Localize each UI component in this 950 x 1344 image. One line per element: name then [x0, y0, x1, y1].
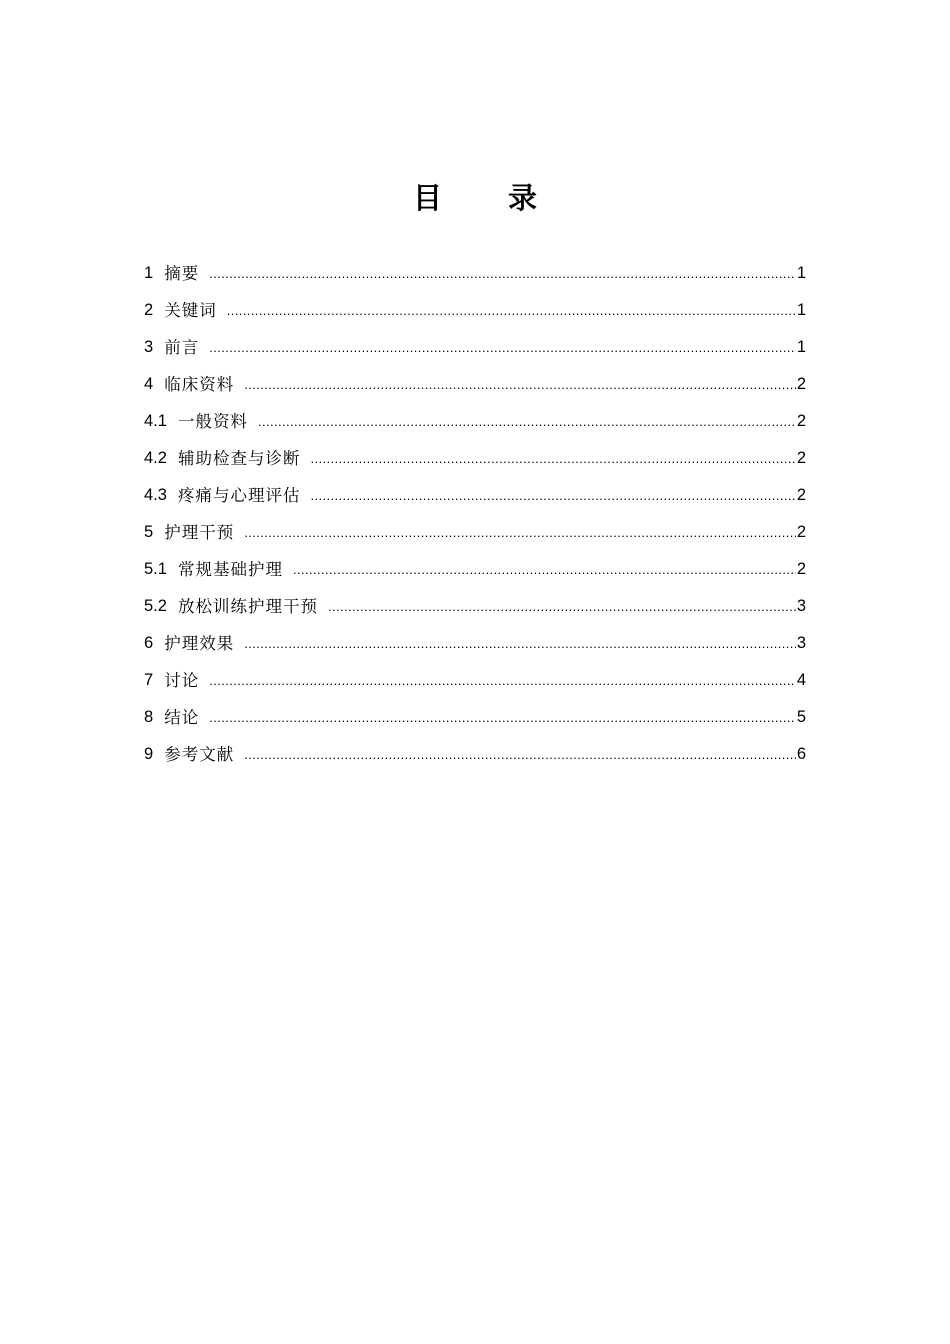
toc-entry-title: 护理干预 — [164, 523, 235, 542]
toc-entry[interactable] — [144, 255, 806, 292]
toc-entry-title: 结论 — [164, 708, 200, 727]
toc-entry[interactable] — [144, 662, 806, 699]
toc-entry-title: 疼痛与心理评估 — [177, 486, 301, 505]
toc-entry-number: 4 — [144, 375, 154, 393]
toc-entry[interactable] — [144, 736, 806, 773]
dot-leader — [244, 514, 796, 551]
toc-entry[interactable] — [144, 403, 806, 440]
dot-leader — [310, 440, 795, 477]
toc-entry-title: 参考文献 — [164, 745, 235, 764]
toc-entry-page: 2 — [796, 523, 806, 541]
toc-entry-number: 5.1 — [144, 560, 167, 578]
toc-entry-title: 常规基础护理 — [177, 560, 283, 579]
toc-entry-number: 5.2 — [144, 597, 167, 615]
toc-entry-number: 4.3 — [144, 486, 167, 504]
toc-entry-title: 一般资料 — [177, 412, 248, 431]
toc-entry[interactable] — [144, 477, 806, 514]
toc-entry-number: 8 — [144, 708, 154, 726]
toc-entry-title: 前言 — [164, 338, 200, 357]
dot-leader — [209, 329, 796, 366]
toc-entry[interactable] — [144, 699, 806, 736]
toc-entry-page: 2 — [796, 412, 806, 430]
toc-entry-number: 3 — [144, 338, 154, 356]
toc-entry[interactable] — [144, 329, 806, 366]
toc-entry-page: 6 — [796, 745, 806, 763]
toc-entry-title: 护理效果 — [164, 634, 235, 653]
toc-entry[interactable] — [144, 514, 806, 551]
toc-entry-title: 临床资料 — [164, 375, 235, 394]
dot-leader — [244, 625, 796, 662]
dot-leader — [310, 477, 795, 514]
toc-entry-number: 4.2 — [144, 449, 167, 467]
toc-entry-number: 5 — [144, 523, 154, 541]
toc-entry-page: 4 — [796, 671, 806, 689]
toc-entry-title: 摘要 — [164, 264, 200, 283]
toc-entry-page: 2 — [796, 486, 806, 504]
toc-entry-page: 1 — [796, 301, 806, 319]
toc-entry-title: 关键词 — [164, 301, 217, 320]
toc-entry[interactable] — [144, 625, 806, 662]
toc-entry[interactable] — [144, 551, 806, 588]
toc-entry-page: 2 — [796, 375, 806, 393]
toc-title: 目 录 — [412, 181, 566, 215]
dot-leader — [209, 699, 796, 736]
toc-entry-page: 3 — [796, 597, 806, 615]
dot-leader — [227, 292, 796, 329]
table-of-contents — [144, 255, 806, 773]
toc-entry-page: 2 — [796, 449, 806, 467]
dot-leader — [258, 403, 796, 440]
toc-entry-number: 6 — [144, 634, 154, 652]
dot-leader — [244, 366, 796, 403]
toc-entry-number: 1 — [144, 264, 154, 282]
toc-entry-title: 放松训练护理干预 — [177, 597, 318, 616]
toc-entry-page: 2 — [796, 560, 806, 578]
toc-entry-number: 4.1 — [144, 412, 167, 430]
toc-entry-page: 1 — [796, 264, 806, 282]
dot-leader — [209, 662, 796, 699]
toc-entry-title: 辅助检查与诊断 — [177, 449, 301, 468]
toc-entry-page: 1 — [796, 338, 806, 356]
toc-entry-number: 9 — [144, 745, 154, 763]
dot-leader — [244, 736, 796, 773]
toc-entry[interactable] — [144, 440, 806, 477]
toc-entry-page: 3 — [796, 634, 806, 652]
toc-entry-title: 讨论 — [164, 671, 200, 690]
toc-entry[interactable] — [144, 588, 806, 625]
dot-leader — [328, 588, 796, 625]
toc-entry[interactable] — [144, 366, 806, 403]
toc-entry-number: 7 — [144, 671, 154, 689]
dot-leader — [293, 551, 796, 588]
toc-entry[interactable] — [144, 292, 806, 329]
toc-entry-number: 2 — [144, 301, 154, 319]
toc-entry-page: 5 — [796, 708, 806, 726]
dot-leader — [209, 255, 796, 292]
